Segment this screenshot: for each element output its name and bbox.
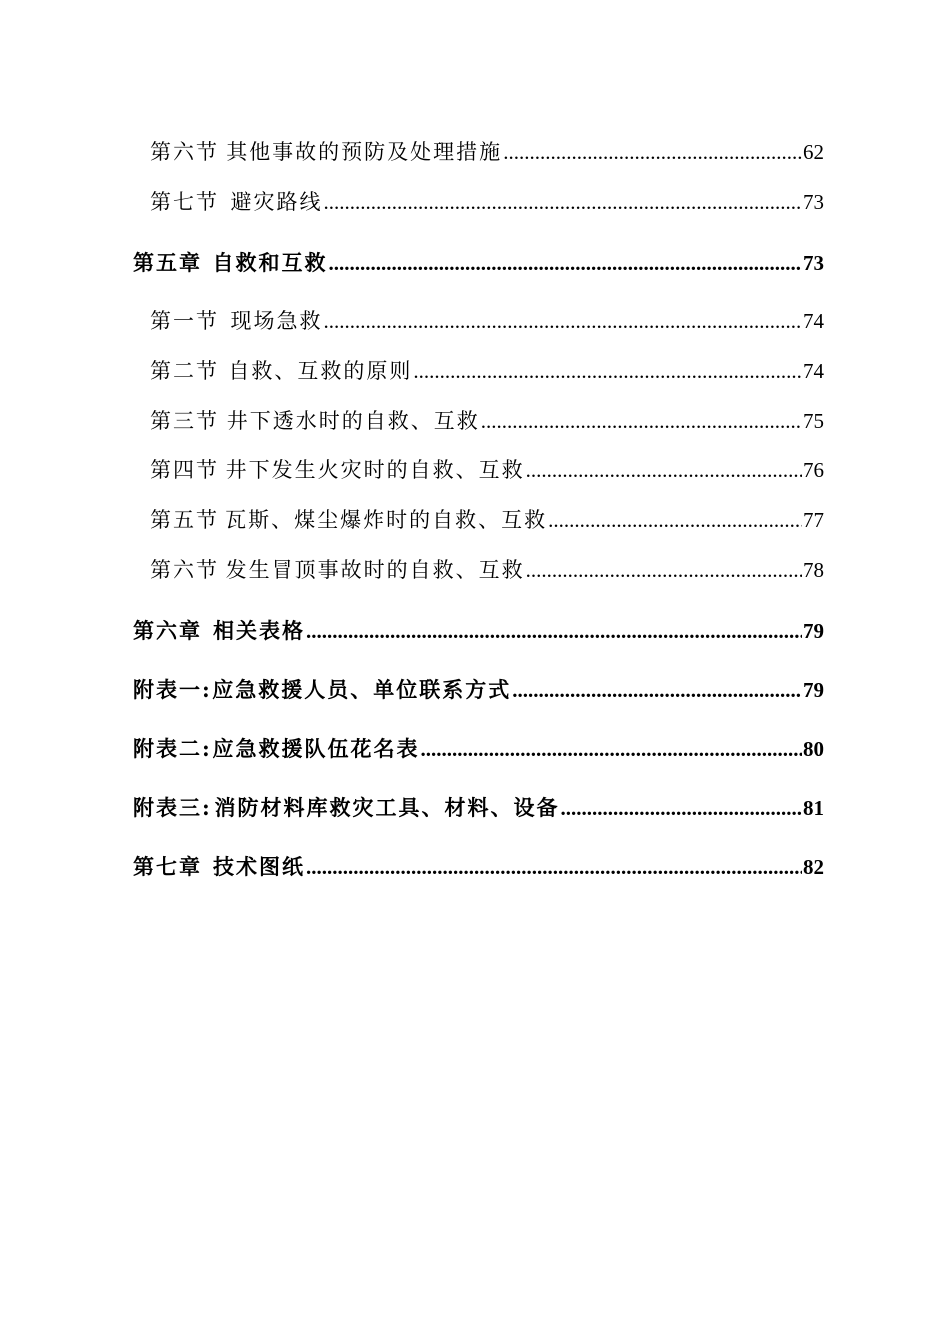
- toc-entry-number: 第一节: [150, 309, 219, 333]
- dot-leader: [329, 253, 803, 274]
- toc-entry-number: 第六章: [133, 618, 202, 643]
- dot-leader: [324, 311, 803, 332]
- toc-entry-title: 相关表格: [213, 618, 305, 643]
- toc-entry-title: 自救、互救的原则: [228, 359, 413, 383]
- dot-leader: [413, 361, 802, 382]
- toc-entry-section-4-fire[interactable]: [150, 460, 824, 481]
- toc-entry-page: 62: [803, 140, 824, 164]
- toc-entry-page: 79: [803, 678, 824, 702]
- toc-entry-title: 应急救援队伍花名表: [212, 736, 420, 761]
- toc-entry-page: 78: [803, 558, 824, 582]
- toc-entry-section-3-water-inrush[interactable]: [150, 411, 824, 432]
- toc-entry-number: 第五节: [150, 508, 219, 532]
- toc-entry-number: 第六节: [150, 558, 219, 582]
- toc-entry-page: 74: [803, 309, 824, 333]
- toc-entry-title: 瓦斯、煤尘爆炸时的自救、互救: [225, 508, 548, 532]
- toc-entry-title: 自救和互救: [212, 250, 328, 275]
- toc-entry-chapter-7-technical-drawings[interactable]: [133, 856, 824, 878]
- toc-entry-section-6-other-accidents[interactable]: [150, 142, 824, 163]
- toc-entry-page: 82: [803, 855, 824, 879]
- dot-leader: [306, 857, 802, 878]
- toc-entry-appendix-3-fire-materials[interactable]: [133, 797, 824, 819]
- toc-entry-title: 技术图纸: [213, 854, 305, 879]
- toc-entry-section-7-escape-route[interactable]: [150, 192, 824, 213]
- toc-entry-number: 附表三:: [133, 795, 212, 820]
- toc-entry-title: 井下发生火灾时的自救、互救: [225, 458, 525, 482]
- toc-entry-section-5-gas-explosion[interactable]: [150, 510, 824, 531]
- dot-leader: [526, 560, 802, 581]
- toc-entry-chapter-5-self-rescue[interactable]: [133, 252, 824, 274]
- toc-entry-page: 74: [803, 359, 824, 383]
- toc-entry-appendix-1-contacts[interactable]: [133, 679, 824, 701]
- toc-entry-title: 避灾路线: [230, 190, 323, 214]
- toc-entry-appendix-2-team-roster[interactable]: [133, 738, 824, 760]
- toc-entry-page: 79: [803, 619, 824, 643]
- dot-leader: [306, 621, 802, 642]
- toc-entry-section-6-roof-fall[interactable]: [150, 560, 824, 581]
- dot-leader: [481, 411, 802, 432]
- toc-entry-title: 现场急救: [230, 309, 323, 333]
- toc-entry-section-2-principles[interactable]: [150, 361, 824, 382]
- toc-entry-page: 80: [803, 737, 824, 761]
- toc-entry-number: 附表一:: [133, 677, 212, 702]
- dot-leader: [420, 739, 802, 760]
- toc-entry-number: 附表二:: [133, 736, 212, 761]
- toc-entry-title: 发生冒顶事故时的自救、互救: [225, 558, 525, 582]
- toc-entry-number: 第七章: [133, 854, 202, 879]
- toc-entry-page: 81: [803, 796, 824, 820]
- dot-leader: [512, 680, 802, 701]
- toc-entry-number: 第三节: [150, 409, 219, 433]
- toc-entry-title: 消防材料库救灾工具、材料、设备: [214, 795, 560, 820]
- toc-entry-number: 第六节: [150, 140, 219, 164]
- toc-entry-page: 77: [803, 508, 824, 532]
- toc-entry-page: 73: [803, 190, 824, 214]
- dot-leader: [560, 798, 802, 819]
- toc-entry-page: 73: [803, 251, 824, 275]
- toc-entry-number: 第二节: [150, 359, 219, 383]
- toc-entry-chapter-6-tables[interactable]: [133, 620, 824, 642]
- toc-entry-page: 75: [803, 409, 824, 433]
- toc-entry-title: 应急救援人员、单位联系方式: [212, 677, 512, 702]
- toc-entry-number: 第七节: [150, 190, 219, 214]
- toc-entry-number: 第五章: [133, 250, 202, 275]
- toc-entry-section-1-first-aid[interactable]: [150, 311, 824, 332]
- dot-leader: [526, 460, 802, 481]
- dot-leader: [548, 510, 802, 531]
- toc-entry-title: 其他事故的预防及处理措施: [226, 140, 503, 164]
- dot-leader: [324, 192, 803, 213]
- toc-entry-number: 第四节: [150, 458, 219, 482]
- toc-entry-page: 76: [803, 458, 824, 482]
- toc-entry-title: 井下透水时的自救、互救: [226, 409, 480, 433]
- dot-leader: [503, 142, 802, 163]
